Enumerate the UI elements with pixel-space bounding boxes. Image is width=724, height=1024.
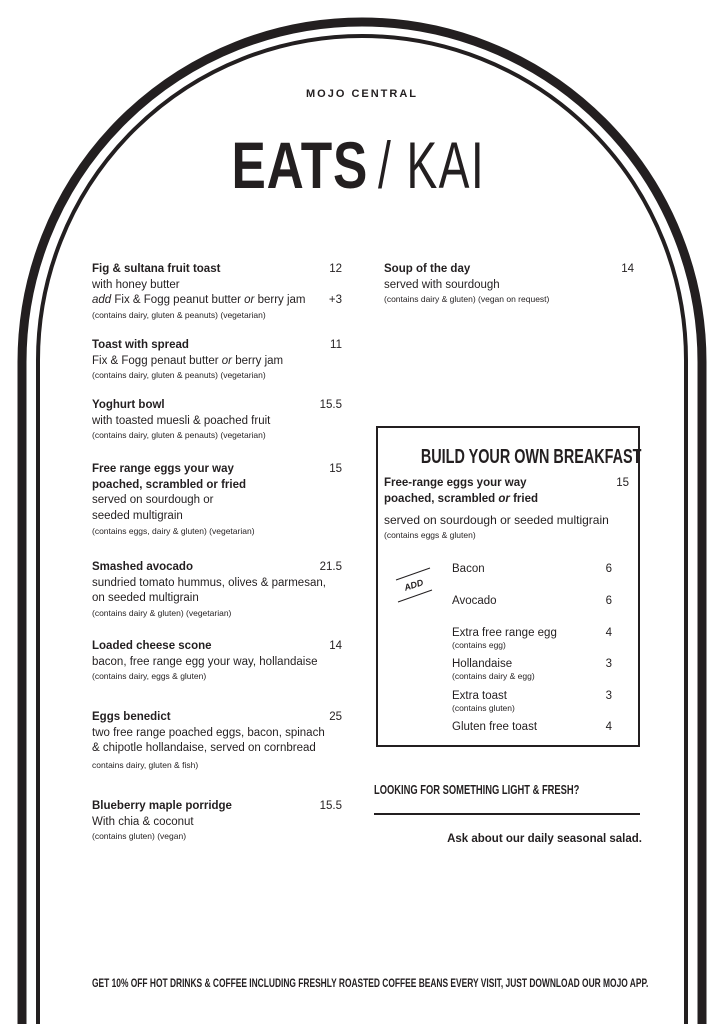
addon-avocado (452, 594, 612, 608)
addon-gluten-free-toast (452, 720, 612, 734)
item-price: 15.5 (319, 399, 342, 411)
salad-note: Ask about our daily seasonal salad. (447, 833, 642, 845)
item-name: Toast with spread (92, 339, 189, 351)
item-note: contains dairy, gluten & fish) (92, 759, 199, 770)
addon-extra-egg (452, 626, 612, 651)
add-stamp-icon (394, 566, 436, 606)
addon-price: 6 (605, 595, 612, 607)
item-name: Free-range eggs your way (384, 477, 527, 489)
item-name-line2: poached, scrambled or fried (384, 492, 539, 505)
byob-title: BUILD YOUR OWN BREAKFAST (420, 446, 642, 468)
item-name-line2: poached, scrambled or fried (92, 478, 247, 491)
item-name: Blueberry maple porridge (92, 800, 232, 812)
title-kai: / KAI (378, 128, 486, 202)
page-title (0, 124, 724, 206)
item-note: (contains dairy & gluten) (vegetarian) (92, 607, 232, 618)
item-price: 25 (329, 711, 342, 723)
menu-item-fig-toast (92, 262, 342, 321)
addon-name: Hollandaise (452, 658, 513, 670)
item-price: 21.5 (319, 561, 342, 573)
menu-item-yoghurt (92, 398, 342, 441)
addon-prefix: add (92, 294, 112, 306)
addon-name: Extra toast (452, 690, 507, 702)
item-desc: with toasted muesli & poached fruit (92, 414, 271, 427)
divider (374, 813, 640, 815)
item-note: (contains dairy, gluten & peanuts) (vegetarian) (92, 370, 266, 380)
title-eats: EATS (231, 128, 368, 202)
item-note: (contains dairy, gluten & peanuts) (vegetarian) (92, 309, 266, 320)
item-price: 12 (329, 263, 342, 275)
item-price: 11 (330, 339, 342, 351)
item-note: (contains dairy, eggs & gluten) (92, 671, 207, 681)
addon-text: Fix & Fogg peanut butter (111, 294, 245, 306)
addon-name: Extra free range egg (452, 627, 557, 639)
addon-note: (contains gluten) (452, 703, 515, 713)
build-your-own-breakfast-box (376, 426, 640, 747)
item-desc: With chia & coconut (92, 815, 194, 828)
item-desc: served on sourdough or seeded multigrain (384, 513, 609, 527)
addon-hollandaise (452, 657, 612, 682)
item-name: Free range eggs your way (92, 463, 234, 475)
item-name: Loaded cheese scone (92, 640, 212, 652)
addon-bacon (452, 562, 612, 576)
item-desc: sundried tomato hummus, olives & parmesan, (92, 576, 326, 589)
menu-item-free-range-eggs (92, 462, 342, 537)
addon-price: 3 (605, 658, 612, 670)
menu-item-porridge (92, 799, 342, 842)
app-promo-footer: GET 10% OFF HOT DRINKS & COFFEE INCLUDING FRESHLY ROASTED COFFEE BEANS EVERY VISIT, JUST DOWNLOAD OUR MOJO APP. (92, 976, 649, 990)
item-desc-line2: seeded multigrain (92, 509, 183, 522)
addon-name: Gluten free toast (452, 721, 538, 733)
menu-item-cheese-scone (92, 639, 342, 682)
menu-item-eggs-benedict (92, 710, 342, 771)
light-fresh-heading: LOOKING FOR SOMETHING LIGHT & FRESH? (374, 782, 580, 797)
menu-item-soup (384, 262, 634, 305)
add-label: ADD (402, 577, 425, 593)
addon-note: (contains dairy & egg) (452, 671, 535, 681)
item-note: (contains gluten) (vegan) (92, 831, 187, 841)
item-price: 15.5 (319, 800, 342, 812)
item-note: (contains eggs, dairy & gluten) (vegetarian) (92, 526, 255, 536)
item-price: 15 (616, 477, 629, 489)
item-desc: served on sourdough or (92, 494, 214, 506)
item-note: (contains dairy, gluten & penauts) (vegetarian) (92, 430, 266, 440)
item-name: Smashed avocado (92, 561, 193, 573)
addon-price: 4 (605, 721, 612, 733)
item-price: 14 (329, 640, 342, 652)
menu-item-toast-spread (92, 338, 342, 381)
addon-price: 6 (605, 563, 612, 575)
item-desc-line2: on seeded multigrain (92, 592, 199, 604)
byob-base-item (384, 476, 629, 541)
item-desc: with honey butter (92, 278, 180, 291)
item-desc: served with sourdough (384, 278, 500, 291)
addon-name: Bacon (452, 563, 485, 575)
item-name: Fig & sultana fruit toast (92, 263, 221, 275)
item-desc-line2: & chipotle hollandaise, served on cornbread (92, 742, 316, 754)
addon-text-end: berry jam (254, 294, 306, 306)
item-desc: bacon, free range egg your way, hollandaise (92, 655, 318, 668)
addon-or: or (244, 294, 255, 306)
item-price: 15 (329, 463, 342, 475)
item-note: (contains dairy & gluten) (vegan on request) (384, 294, 550, 304)
addon-price: +3 (328, 294, 342, 306)
item-name: Soup of the day (384, 263, 471, 275)
addon-price: 3 (605, 690, 612, 702)
menu-item-smashed-avocado (92, 560, 342, 619)
addon-note: (contains egg) (452, 640, 506, 650)
item-name: Yoghurt bowl (92, 399, 165, 411)
item-name: Eggs benedict (92, 711, 171, 723)
addon-price: 4 (605, 627, 612, 639)
item-desc: Fix & Fogg penaut butter or berry jam (92, 354, 284, 367)
item-price: 14 (621, 263, 634, 275)
item-note: (contains eggs & gluten) (384, 529, 476, 540)
brand-name: MOJO CENTRAL (306, 88, 418, 100)
addon-extra-toast (452, 689, 612, 714)
addon-name: Avocado (452, 595, 497, 607)
item-desc: two free range poached eggs, bacon, spinach (92, 726, 325, 739)
